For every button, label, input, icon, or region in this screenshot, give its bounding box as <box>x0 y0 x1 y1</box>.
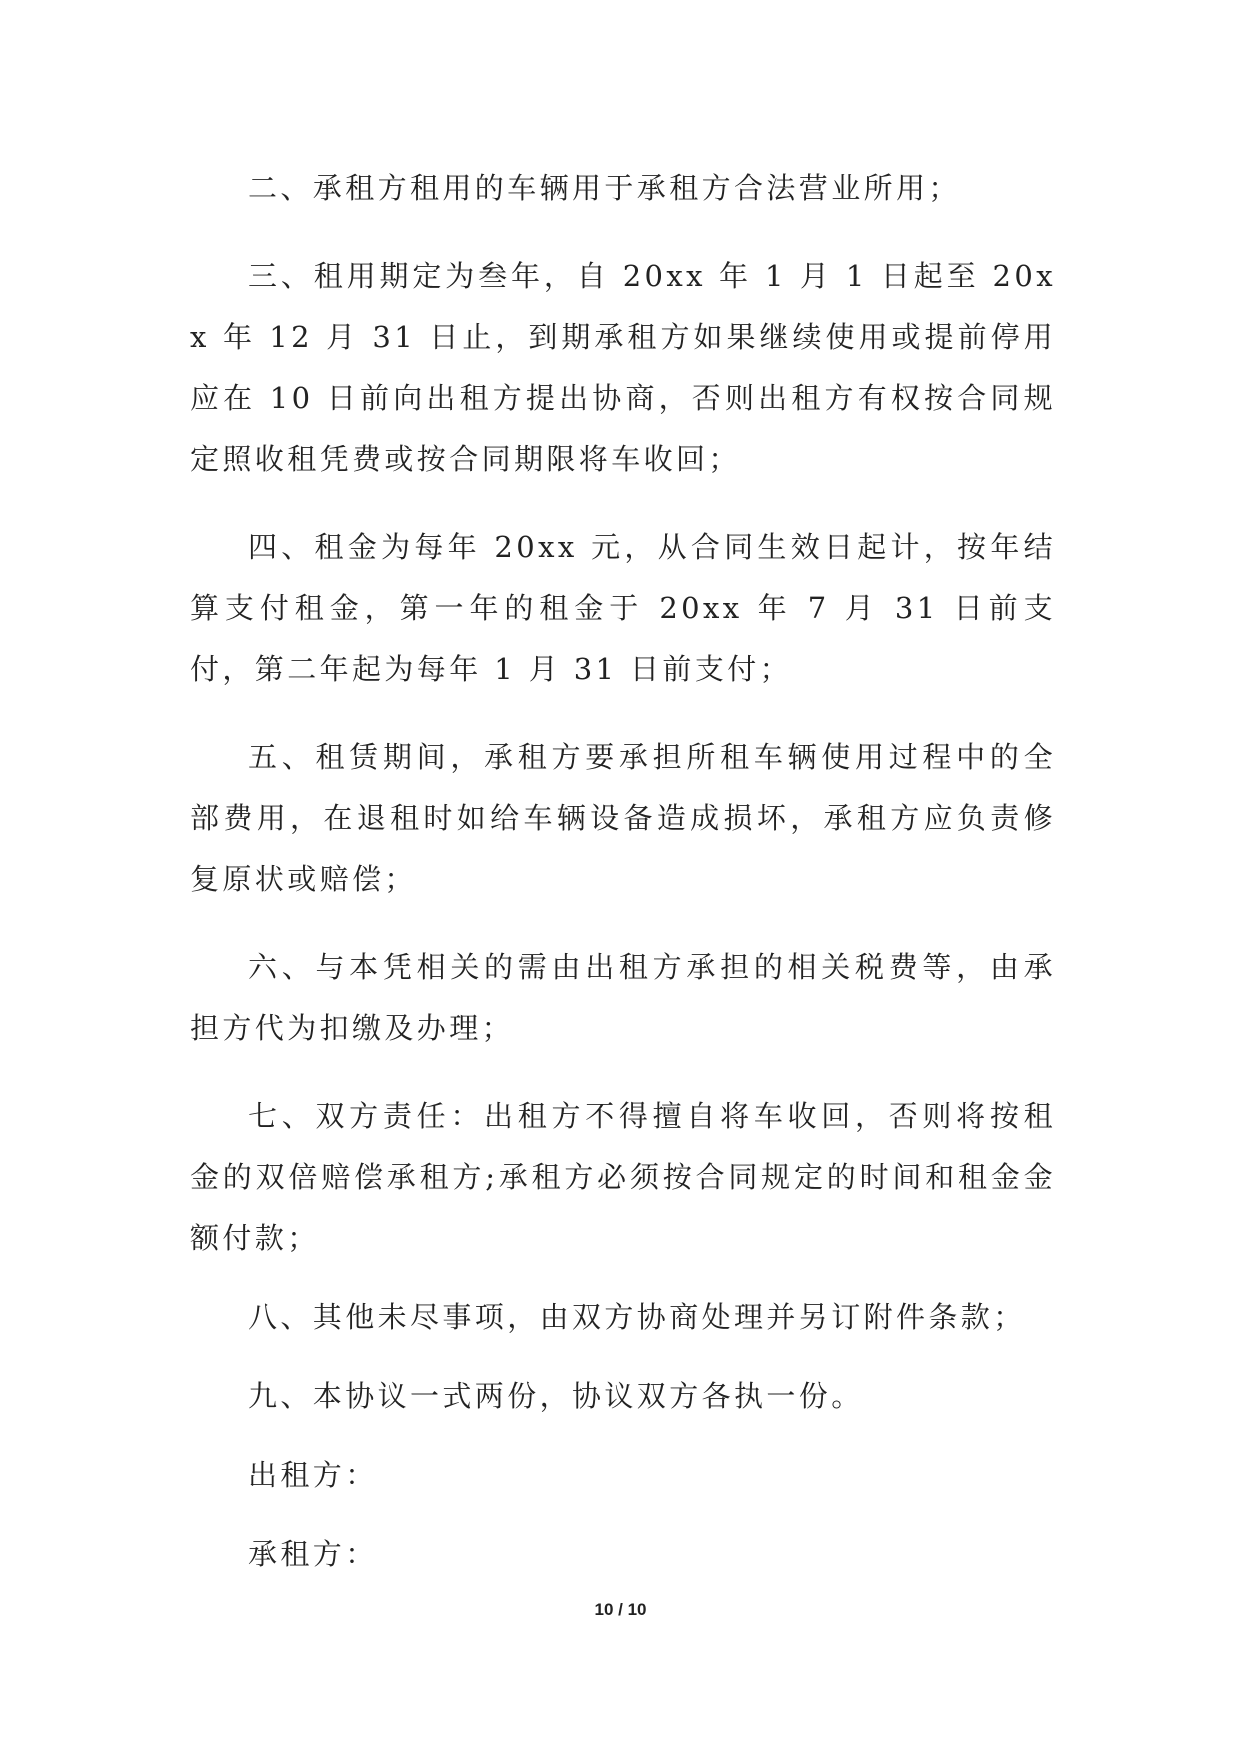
clause-6: 六、与本凭相关的需由出租方承担的相关税费等，由承担方代为扣缴及办理； <box>190 950 1056 1045</box>
page-number: 10 / 10 <box>594 1600 647 1619</box>
document-body <box>190 158 1056 1603</box>
lessee-signature-line: 承租方： <box>248 1537 378 1571</box>
clause-2: 二、承租方租用的车辆用于承租方合法营业所用； <box>248 171 961 205</box>
clause-5: 五、租赁期间，承租方要承担所租车辆使用过程中的全部费用，在退租时如给车辆设备造成损坏，承租方应负责修复原状或赔偿； <box>190 740 1056 896</box>
clause-4: 四、租金为每年 20xx 元，从合同生效日起计，按年结算支付租金，第一年的租金于 20xx 年 7 月 31 日前支付，第二年起为每年 1 月 31 日前支付； <box>190 530 1056 686</box>
lessor-signature-line: 出租方： <box>248 1458 378 1492</box>
clause-9: 九、本协议一式两份，协议双方各执一份。 <box>248 1379 864 1413</box>
clause-3: 三、租用期定为叁年，自 20xx 年 1 月 1 日起至 20xx 年 12 月 31 日止，到期承租方如果继续使用或提前停用应在 10 日前向出租方提出协商，否则出租方有权按合同规定照收租凭费或按合同期限将车收回； <box>190 259 1056 476</box>
clause-8: 八、其他未尽事项，由双方协商处理并另订附件条款； <box>248 1300 1026 1334</box>
clause-7: 七、双方责任：出租方不得擅自将车收回，否则将按租金的双倍赔偿承租方;承租方必须按合同规定的时间和租金金额付款； <box>190 1099 1056 1255</box>
